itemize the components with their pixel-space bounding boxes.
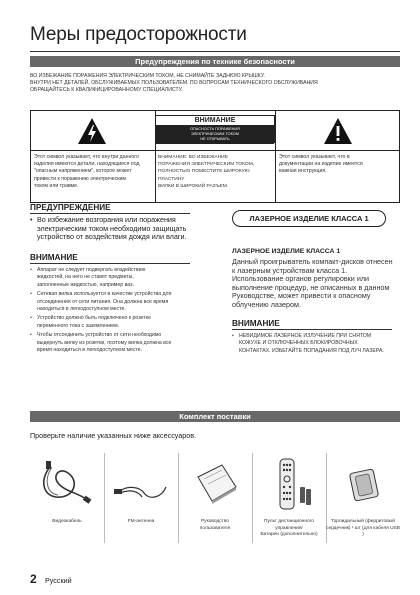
list-item xyxy=(30,315,205,330)
accessory-item xyxy=(178,451,252,545)
laser-heading: ЛАЗЕРНОЕ ИЗДЕЛИЕ КЛАССА 1 xyxy=(232,248,341,255)
warning-cell-center xyxy=(158,154,273,190)
caution-label-title: ВНИМАНИЕ xyxy=(156,116,274,126)
cell-line: Этот символ указывает, что в xyxy=(279,154,350,160)
list-item-line: • Во избежание возгорания или поражения xyxy=(37,215,176,224)
laser-line: к лазерным устройствам класса 1. xyxy=(232,265,348,275)
list-item-line: жидкостей, на него не ставят предметы, xyxy=(37,274,134,281)
title-rule xyxy=(30,51,400,52)
cell-line: привести к поражению электрическим xyxy=(34,175,126,182)
caution-label xyxy=(155,115,275,143)
cell-line: изделия имеются детали, находящиеся под xyxy=(34,161,140,168)
intro-line: ОБРАЩАЙТЕСЬ К КВАЛИФИЦИРОВАННОМУ СПЕЦИАЛИСТУ. xyxy=(30,87,183,93)
list-item-line: КОНТАКТАХ. ИЗБЕГАЙТЕ ПОПАДАНИЯ ПОД ЛУЧ ЛАЗЕРА. xyxy=(239,347,384,354)
lightning-warning-icon xyxy=(77,117,107,145)
list-item-line: находиться в легкодоступном месте. xyxy=(37,306,126,313)
accessory-label-line: Батареи (дополнительно) xyxy=(260,532,318,537)
intro-line: ВО ИЗБЕЖАНИЕ ПОРАЖЕНИЯ ЭЛЕКТРИЧЕСКИМ ТОКОМ, НЕ СНИМАЙТЕ ЗАДНЮЮ КРЫШКУ. xyxy=(30,73,265,79)
caution-label-line: ОПАСНОСТЬ ПОРАЖЕНИЯ xyxy=(190,127,240,131)
warning-list xyxy=(30,216,205,242)
list-item-line: • Аппарат не следует подвергать воздействию xyxy=(37,267,146,273)
cell-line: ПОЛНОСТЬЮ ПОМЕСТИТЕ ШИРОКУЮ ПЛАСТИНУ xyxy=(158,169,250,182)
accessory-label xyxy=(252,519,326,539)
list-item-line: переменного тока с заземлением. xyxy=(37,322,120,329)
caution-label-line: НЕ ОТКРЫВАТЬ xyxy=(200,137,230,141)
laser-caution-list xyxy=(232,333,402,355)
accessory-label-line: Тороидальный (ферритовый xyxy=(331,519,395,524)
list-item-line: заполненные жидкостью, например ваз. xyxy=(37,281,134,288)
cell-line: "опасным напряжением", которое может xyxy=(34,168,132,175)
user-manual-icon xyxy=(182,457,248,513)
fm-antenna-icon xyxy=(108,457,174,513)
list-item-line: электрическим током необходимо защищать xyxy=(37,223,187,233)
cell-line: ВНИМАНИЕ: ВО ИЗБЕЖАНИЕ xyxy=(158,155,228,160)
list-item-line: время находиться в легкодоступном месте. xyxy=(37,347,143,354)
list-item xyxy=(232,333,402,355)
heading-rule xyxy=(30,263,190,264)
accessory-item xyxy=(252,451,326,545)
accessory-label xyxy=(178,519,252,532)
caution-list xyxy=(30,267,205,354)
accessory-item xyxy=(326,451,400,545)
remote-control-icon xyxy=(256,457,322,513)
list-item-line: выдернуть вилку из розетки, поэтому вилка должна все xyxy=(37,339,172,346)
page-title: Меры предосторожности xyxy=(30,24,247,45)
list-item-line: устройство от воздействия дождя или влаги. xyxy=(37,232,187,241)
list-item-line: • НЕВИДИМОЕ ЛАЗЕРНОЕ ИЗЛУЧЕНИЕ ПРИ СНЯТОМ xyxy=(239,333,372,339)
list-item-line: • Устройство должно быть подключено к розетке xyxy=(37,315,151,322)
video-cable-icon xyxy=(34,457,100,513)
section-header-kit: Комплект поставки xyxy=(30,411,400,422)
heading-caution-laser: ВНИМАНИЕ xyxy=(232,319,280,328)
list-item xyxy=(30,291,205,313)
laser-text xyxy=(232,258,402,309)
accessory-label-line: пользователя xyxy=(199,525,231,531)
heading-caution: ВНИМАНИЕ xyxy=(30,253,78,262)
table-divider xyxy=(31,150,399,151)
cell-line: документации на изделие имеется xyxy=(279,161,363,168)
laser-line: Использование органов регулировки или xyxy=(232,274,370,283)
accessory-label xyxy=(30,519,104,526)
laser-class-badge: ЛАЗЕРНОЕ ИЗДЕЛИЕ КЛАССА 1 xyxy=(232,210,386,227)
list-item xyxy=(30,267,205,289)
heading-rule xyxy=(232,329,392,330)
page-language: Русский xyxy=(45,576,72,585)
exclamation-warning-icon xyxy=(323,117,353,145)
cell-line: ПОРАЖЕНИЯ ЭЛЕКТРИЧЕСКИМ ТОКОМ, xyxy=(158,162,255,168)
laser-line: Данный проигрыватель компакт-дисков отнесен xyxy=(232,257,393,266)
caution-label-body xyxy=(156,126,274,144)
ferrite-core-icon xyxy=(330,457,396,513)
intro-line: ВНУТРИ НЕТ ДЕТАЛЕЙ, ОБСЛУЖИВАЕМЫХ ПОЛЬЗОВАТЕЛЕМ. ПО ВОПРОСАМ ТЕХНИЧЕСКОГО ОБСЛУЖИВАНИЯ xyxy=(30,80,318,86)
laser-line: выполнение процедур, не описанных в данном xyxy=(232,282,390,292)
laser-line: Руководстве, может привести к опасному xyxy=(232,291,371,300)
list-item-line: • Сетевая вилка используется в качестве устройства для xyxy=(37,291,172,298)
accessory-label-line: Видеокабель xyxy=(52,519,82,524)
table-divider xyxy=(275,111,276,202)
accessory-label-line: FM-антенна xyxy=(127,519,155,524)
list-item xyxy=(30,332,205,354)
list-item-line: КОЖУХЕ И ОТКЛЮЧЕННЫХ БЛОКИРОВОЧНЫХ xyxy=(239,340,358,347)
accessory-item xyxy=(30,451,104,545)
heading-warning: ПРЕДУПРЕЖДЕНИЕ xyxy=(30,203,111,212)
caution-label-line: ЭЛЕКТРИЧЕСКИМ ТОКОМ xyxy=(191,132,239,136)
kit-intro: Проверьте наличие указанных ниже аксессуаров. xyxy=(30,431,197,440)
cell-line: ВИЛКИ В ШИРОКИЙ РАЗЪЕМ. xyxy=(158,183,229,189)
cell-line: током или травме. xyxy=(34,182,79,189)
section-header-safety: Предупреждения по технике безопасности xyxy=(30,56,400,67)
page-number: 2 xyxy=(30,572,37,586)
intro-text xyxy=(30,73,318,94)
accessory-label xyxy=(104,519,178,526)
accessory-label-line: Руководство xyxy=(200,519,230,524)
heading-rule xyxy=(30,213,190,214)
list-item xyxy=(30,216,205,242)
cell-line: Этот символ указывает, что внутри данного xyxy=(34,154,139,160)
list-item-line: отсоединения от сети питания. Она должна все время xyxy=(37,298,169,305)
cell-line: важная инструкция. xyxy=(279,168,327,175)
laser-line: облучению лазером. xyxy=(232,299,301,309)
list-item-line: • Чтобы отсоединить устройство от сети необходимо xyxy=(37,332,162,339)
accessory-item xyxy=(104,451,178,545)
accessory-label-line: Пульт дистанционного управления/ xyxy=(264,519,314,531)
warning-table xyxy=(30,110,400,203)
warning-cell-left xyxy=(34,154,152,190)
accessories-row xyxy=(30,451,400,545)
warning-cell-right xyxy=(279,154,397,176)
accessory-label xyxy=(326,519,400,539)
accessory-label-line: сердечник) ¹ шт (для кабеля USB ) xyxy=(326,525,400,537)
